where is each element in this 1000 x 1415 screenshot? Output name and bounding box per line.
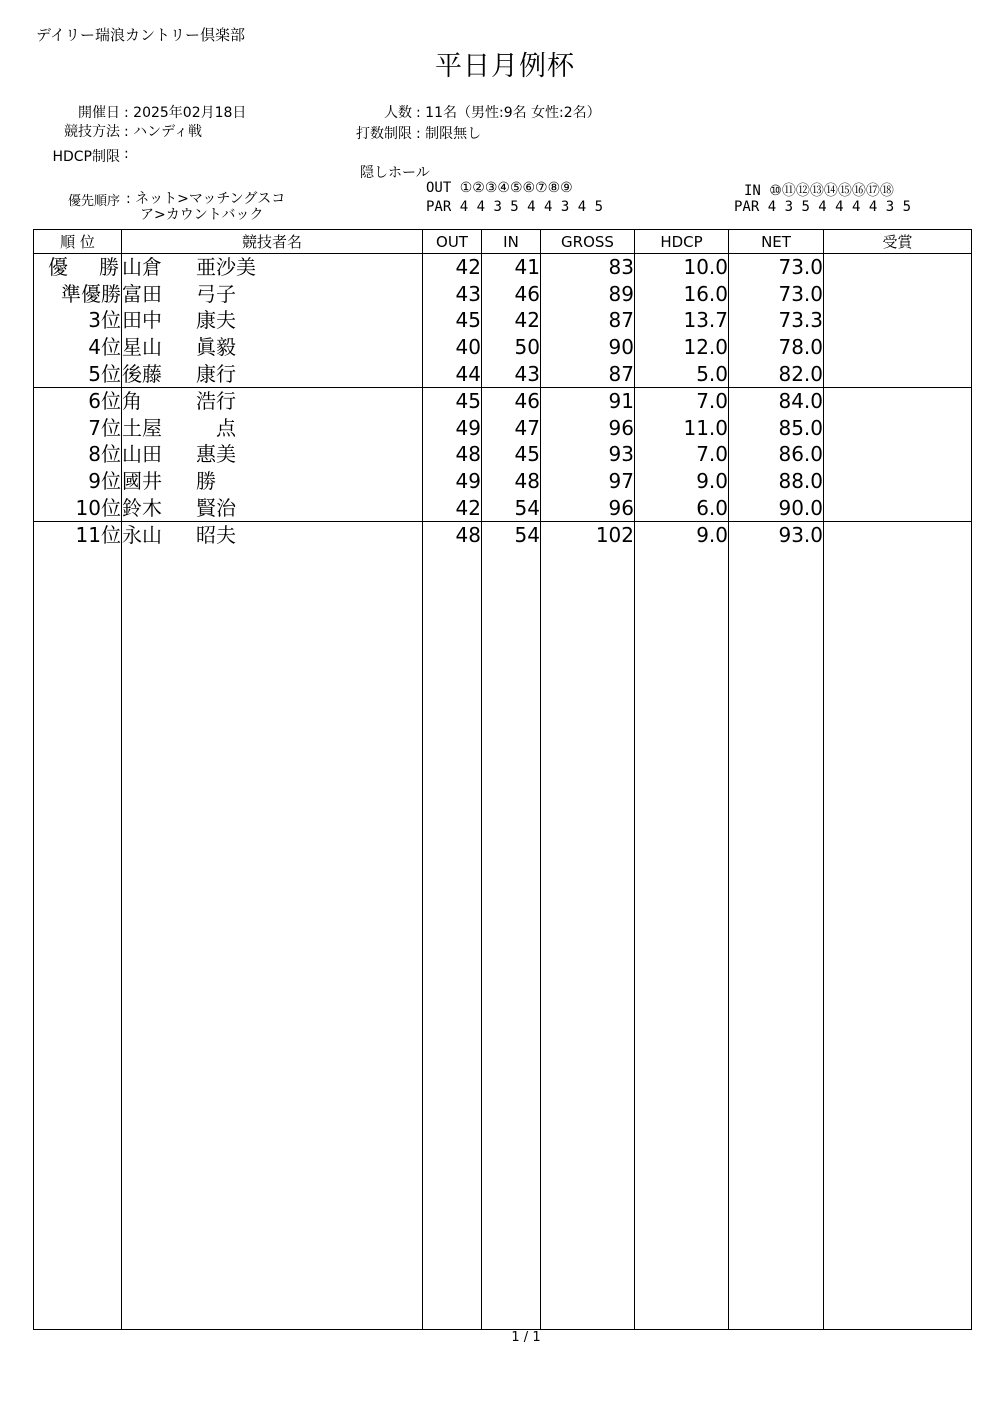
rank-cell: 優 勝 <box>34 254 122 281</box>
hdcp-cell: 7.0 <box>635 441 729 468</box>
net-cell: 93.0 <box>729 521 824 548</box>
table-row <box>34 334 972 361</box>
family-name: 鈴木 <box>122 495 162 520</box>
given-name: 康行 <box>196 361 236 386</box>
rank-cell: 8位 <box>34 441 122 468</box>
rank-cell: 5位 <box>34 360 122 387</box>
col-name-header: 競技者名 <box>122 230 423 254</box>
out-holes-row <box>426 180 573 196</box>
name-cell <box>122 521 423 548</box>
out-cell: 48 <box>423 521 482 548</box>
method-text: ハンディ戦 <box>133 124 203 140</box>
net-cell: 85.0 <box>729 415 824 442</box>
award-cell <box>824 468 972 495</box>
table-header-row <box>34 230 972 254</box>
hdcp-cell: 16.0 <box>635 281 729 308</box>
in-cell: 47 <box>482 415 541 442</box>
family-name: 田中 <box>122 308 162 333</box>
name-cell <box>122 468 423 495</box>
priority-text-1: ネット>マッチングスコ <box>135 191 286 207</box>
award-cell <box>824 360 972 387</box>
filler-cell <box>824 549 972 1330</box>
participants-label: 人数 <box>384 105 412 121</box>
award-cell <box>824 494 972 521</box>
priority-label: 優先順序 <box>67 194 120 209</box>
out-cell: 44 <box>423 360 482 387</box>
filler-cell <box>34 549 122 1330</box>
given-name: 亜沙美 <box>196 255 256 280</box>
table-row <box>34 521 972 548</box>
out-hole-numbers: ①②③④⑤⑥⑦⑧⑨ <box>459 180 573 196</box>
in-holes-label: IN <box>744 183 761 199</box>
award-cell <box>824 521 972 548</box>
net-cell: 86.0 <box>729 441 824 468</box>
net-cell: 73.0 <box>729 254 824 281</box>
in-cell: 54 <box>482 494 541 521</box>
award-cell <box>824 334 972 361</box>
table-row <box>34 307 972 334</box>
given-name: 賢治 <box>196 495 236 520</box>
out-cell: 40 <box>423 334 482 361</box>
hdcp-cell: 12.0 <box>635 334 729 361</box>
out-cell: 48 <box>423 441 482 468</box>
method-label: 競技方法 <box>64 124 120 140</box>
net-cell: 78.0 <box>729 334 824 361</box>
priority-value-line1: : ネット>マッチングスコ <box>126 191 286 207</box>
rank-cell: 準優勝 <box>34 281 122 308</box>
rank-cell: 11位 <box>34 521 122 548</box>
table-row <box>34 281 972 308</box>
gross-cell: 102 <box>541 521 635 548</box>
hdcp-limit-label: HDCP制限 <box>52 149 120 165</box>
in-cell: 41 <box>482 254 541 281</box>
family-name: 星山 <box>122 335 162 360</box>
award-cell <box>824 307 972 334</box>
hdcp-cell: 5.0 <box>635 360 729 387</box>
rank-cell: 3位 <box>34 307 122 334</box>
table-row <box>34 387 972 414</box>
rank-cell: 10位 <box>34 494 122 521</box>
name-cell <box>122 307 423 334</box>
net-cell: 73.0 <box>729 281 824 308</box>
family-name: 土屋 <box>122 415 162 440</box>
in-cell: 46 <box>482 281 541 308</box>
name-cell <box>122 360 423 387</box>
hdcp-limit-value: : <box>124 146 129 162</box>
hidden-holes-label: 隠しホール <box>360 165 430 181</box>
gross-cell: 90 <box>541 334 635 361</box>
table-filler-row <box>34 549 972 1330</box>
given-name: 眞毅 <box>196 335 236 360</box>
method-value: : ハンディ戦 <box>124 124 203 140</box>
award-cell <box>824 441 972 468</box>
col-out-header: OUT <box>423 230 482 254</box>
table-row <box>34 254 972 281</box>
results-table <box>33 229 972 1330</box>
net-cell: 73.3 <box>729 307 824 334</box>
gross-cell: 96 <box>541 494 635 521</box>
gross-cell: 83 <box>541 254 635 281</box>
name-cell <box>122 387 423 414</box>
in-cell: 45 <box>482 441 541 468</box>
given-name: 弓子 <box>196 281 236 306</box>
family-name: 永山 <box>122 523 162 548</box>
family-name: 山倉 <box>122 255 162 280</box>
hdcp-cell: 9.0 <box>635 521 729 548</box>
in-holes-row <box>744 180 894 200</box>
out-cell: 45 <box>423 387 482 414</box>
priority-value-line2: ア>カウントバック <box>140 207 264 223</box>
rank-cell: 4位 <box>34 334 122 361</box>
given-name: 点 <box>216 415 236 440</box>
family-name: 後藤 <box>122 361 162 386</box>
rank-cell: 7位 <box>34 415 122 442</box>
out-cell: 42 <box>423 254 482 281</box>
name-cell <box>122 254 423 281</box>
table-row <box>34 415 972 442</box>
out-cell: 42 <box>423 494 482 521</box>
in-par-row <box>734 199 911 215</box>
family-name: 角 <box>122 389 142 414</box>
in-cell: 42 <box>482 307 541 334</box>
gross-cell: 97 <box>541 468 635 495</box>
stroke-limit-label: 打数制限 <box>356 126 412 142</box>
date-value: : 2025年02月18日 <box>124 105 247 121</box>
col-net-header: NET <box>729 230 824 254</box>
col-in-header: IN <box>482 230 541 254</box>
hdcp-cell: 6.0 <box>635 494 729 521</box>
filler-cell <box>423 549 482 1330</box>
out-cell: 43 <box>423 281 482 308</box>
given-name: 昭夫 <box>196 523 236 548</box>
hdcp-cell: 13.7 <box>635 307 729 334</box>
rank-cell: 6位 <box>34 387 122 414</box>
given-name: 康夫 <box>196 308 236 333</box>
given-name: 浩行 <box>196 389 236 414</box>
gross-cell: 87 <box>541 307 635 334</box>
date-text: 2025年02月18日 <box>133 105 247 121</box>
name-cell <box>122 494 423 521</box>
page-number: 1 / 1 <box>511 1330 541 1345</box>
hdcp-cell: 10.0 <box>635 254 729 281</box>
in-cell: 54 <box>482 521 541 548</box>
filler-cell <box>729 549 824 1330</box>
stroke-limit-value: : 制限無し <box>416 126 482 142</box>
net-cell: 88.0 <box>729 468 824 495</box>
page-title: 平日月例杯 <box>435 51 575 82</box>
in-cell: 46 <box>482 387 541 414</box>
net-cell: 84.0 <box>729 387 824 414</box>
out-par-label: PAR <box>426 199 452 215</box>
family-name: 富田 <box>122 281 162 306</box>
net-cell: 90.0 <box>729 494 824 521</box>
col-hdcp-header: HDCP <box>635 230 729 254</box>
name-cell <box>122 334 423 361</box>
col-rank-header: 順 位 <box>34 230 122 254</box>
in-cell: 50 <box>482 334 541 361</box>
filler-cell <box>635 549 729 1330</box>
in-cell: 43 <box>482 360 541 387</box>
filler-cell <box>482 549 541 1330</box>
net-cell: 82.0 <box>729 360 824 387</box>
club-name: デイリー瑞浪カントリー倶楽部 <box>36 26 245 44</box>
name-cell <box>122 415 423 442</box>
table-row <box>34 468 972 495</box>
col-award-header: 受賞 <box>824 230 972 254</box>
name-cell <box>122 441 423 468</box>
award-cell <box>824 281 972 308</box>
filler-cell <box>122 549 423 1330</box>
hdcp-cell: 11.0 <box>635 415 729 442</box>
hdcp-cell: 9.0 <box>635 468 729 495</box>
out-par-row <box>426 199 603 215</box>
date-label: 開催日 <box>78 105 120 121</box>
award-cell <box>824 415 972 442</box>
award-cell <box>824 387 972 414</box>
gross-cell: 89 <box>541 281 635 308</box>
in-par-values: 4 3 5 4 4 4 4 3 5 <box>767 199 912 215</box>
gross-cell: 91 <box>541 387 635 414</box>
out-par-values: 4 4 3 5 4 4 3 4 5 <box>459 199 604 215</box>
out-cell: 49 <box>423 468 482 495</box>
gross-cell: 96 <box>541 415 635 442</box>
name-cell <box>122 281 423 308</box>
filler-cell <box>541 549 635 1330</box>
participants-text: 11名（男性:9名 女性:2名） <box>425 105 601 121</box>
out-cell: 45 <box>423 307 482 334</box>
stroke-limit-text: 制限無し <box>425 126 482 142</box>
in-cell: 48 <box>482 468 541 495</box>
participants-value: : 11名（男性:9名 女性:2名） <box>416 105 601 121</box>
family-name: 國井 <box>122 469 162 494</box>
col-gross-header: GROSS <box>541 230 635 254</box>
given-name: 勝 <box>196 469 216 494</box>
gross-cell: 87 <box>541 360 635 387</box>
out-holes-label: OUT <box>426 180 452 196</box>
in-hole-numbers: ⑩⑪⑫⑬⑭⑮⑯⑰⑱ <box>769 183 894 199</box>
given-name: 惠美 <box>196 442 236 467</box>
table-row <box>34 494 972 521</box>
table-row <box>34 441 972 468</box>
table-row <box>34 360 972 387</box>
award-cell <box>824 254 972 281</box>
gross-cell: 93 <box>541 441 635 468</box>
out-cell: 49 <box>423 415 482 442</box>
family-name: 山田 <box>122 442 162 467</box>
rank-cell: 9位 <box>34 468 122 495</box>
in-par-label: PAR <box>734 199 760 215</box>
hdcp-cell: 7.0 <box>635 387 729 414</box>
